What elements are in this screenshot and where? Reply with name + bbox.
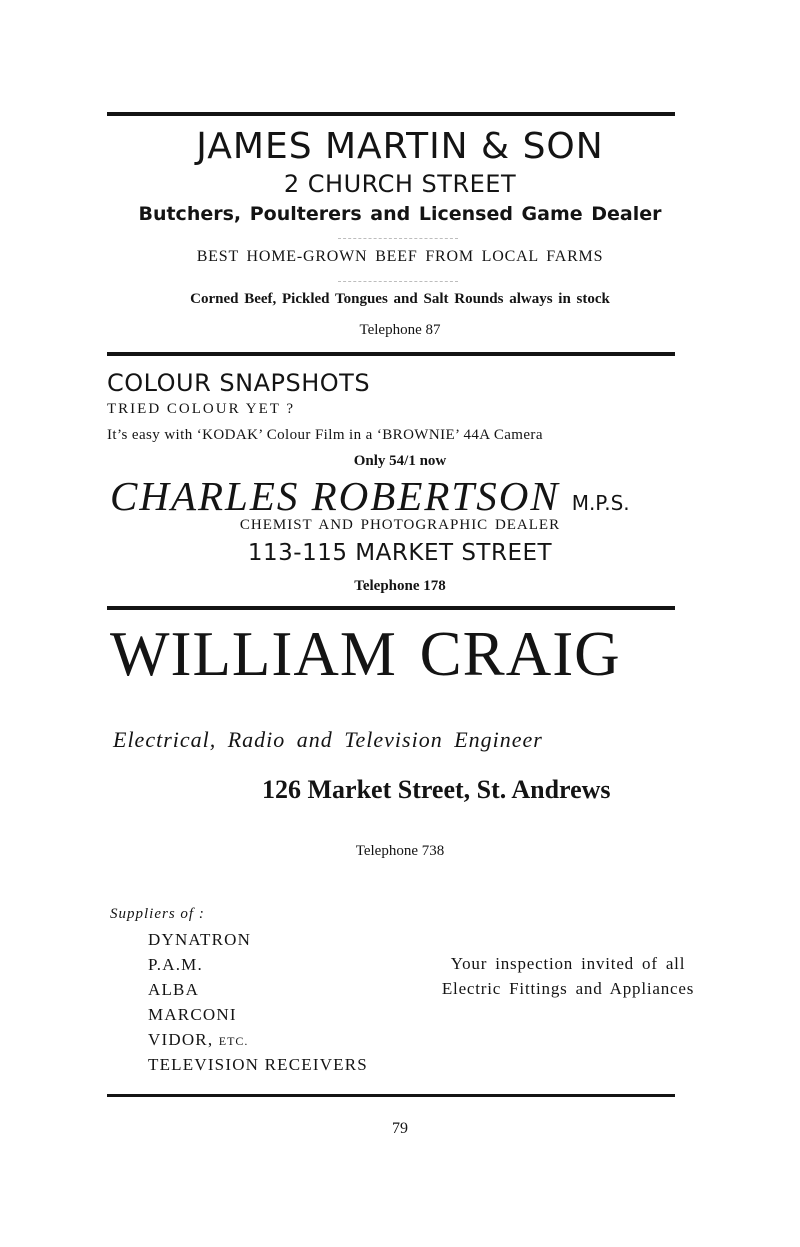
robertson-address: 113-115 MARKET STREET [247, 540, 553, 566]
martin-telephone: Telephone 87 [359, 322, 441, 338]
robertson-qualification: M.P.S. [571, 491, 630, 515]
supplier-item: MARCONI [148, 1005, 237, 1024]
rule-after-robertson [107, 606, 675, 610]
martin-name: JAMES MARTIN & SON [196, 126, 604, 167]
robertson-pitch: It’s easy with ‘KODAK’ Colour Film in a ‘BROWNIE’ 44A Camera [107, 427, 543, 443]
martin-address: 2 CHURCH STREET [283, 170, 517, 198]
supplier-item: P.A.M. [148, 955, 203, 974]
martin-divider-2 [338, 281, 458, 282]
martin-slogan: BEST HOME-GROWN BEEF FROM LOCAL FARMS [196, 248, 604, 265]
craig-address: 126 Market Street, St. Andrews [262, 775, 611, 804]
supplier-vidor-suffix: ETC. [218, 1034, 249, 1048]
page-number: 79 [392, 1120, 408, 1137]
craig-name: WILLIAM CRAIG [110, 619, 621, 689]
robertson-trade: CHEMIST AND PHOTOGRAPHIC DEALER [239, 517, 561, 533]
supplier-item: DYNATRON [148, 930, 252, 949]
top-rule [107, 112, 675, 116]
craig-telephone: Telephone 738 [355, 843, 445, 859]
martin-divider-1 [338, 238, 458, 239]
craig-trade: Electrical, Radio and Television Engineer [113, 727, 543, 752]
robertson-name-line [110, 472, 630, 520]
robertson-name: CHARLES ROBERTSON [110, 473, 560, 519]
rule-after-martin [107, 352, 675, 356]
supplier-item: ALBA [148, 980, 200, 999]
robertson-heading: COLOUR SNAPSHOTS [107, 369, 371, 397]
supplier-item-vidor [148, 1030, 248, 1050]
martin-trade: Butchers, Poulterers and Licensed Game Dealer [138, 203, 662, 225]
bottom-rule [107, 1094, 675, 1097]
supplier-vidor: VIDOR, [148, 1030, 214, 1049]
robertson-telephone: Telephone 178 [354, 578, 446, 594]
supplier-item: TELEVISION RECEIVERS [148, 1055, 368, 1074]
craig-suppliers-label: Suppliers of : [110, 906, 205, 922]
craig-inspection-note: Your inspection invited of all Electric Fittings and Appliances [441, 954, 695, 998]
robertson-price: Only 54/1 now [353, 453, 447, 469]
martin-stock: Corned Beef, Pickled Tongues and Salt Rounds always in stock [190, 291, 610, 307]
robertson-question: TRIED COLOUR YET ? [107, 401, 296, 417]
